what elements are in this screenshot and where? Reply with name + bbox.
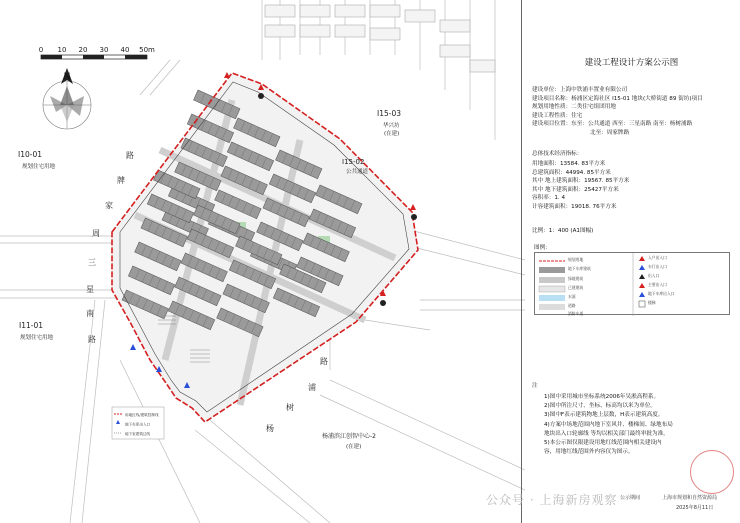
plot-label-i1101: I11-01 [19, 321, 44, 330]
north-label: N [63, 72, 71, 82]
note-line: 地块出入口轮廓线 等均以相关部门最终审批为准。 [544, 430, 669, 437]
note-line: 3)图中F表示建筑物地上层数，H表示建筑高度。 [544, 412, 664, 419]
tech-indicator-line: 用地面积：13584. 83平方米 [532, 161, 606, 167]
info-panel [521, 0, 740, 523]
mini-legend-item: 地下室建筑边线 [125, 432, 151, 436]
scale-tick: 30 [99, 46, 109, 54]
project-info-line: 建设单位：上海中铁浦丰置业有限公司 [532, 87, 628, 93]
plot-label-i1003: I15-03 [377, 109, 402, 118]
legend-item: 出入口 [648, 273, 660, 278]
context-buildings [265, 5, 495, 72]
legend-swatches [535, 253, 731, 316]
plot-label-i1101-sub: 规划住宅用地 [20, 335, 54, 341]
mini-legend-item: 用地红线/建筑控制线 [125, 413, 159, 417]
plot-label-i1003-sub: 华兴坊 [383, 123, 400, 129]
legend-item: 主要出入口 [648, 282, 667, 287]
tech-indicator-line: 计容建筑面积：19018. 76平方米 [532, 203, 617, 210]
road-char: 星 [86, 285, 94, 294]
road-char: 周 [92, 229, 100, 238]
legend-item: 水面 [568, 294, 576, 299]
note-line: 2)图中所注尺寸、坐标、标高均以米为单位。 [544, 403, 657, 410]
tech-indicator-line: 其中 地上建筑面积：19567. 85平方米 [532, 178, 630, 185]
center-label-sub: (在建) [346, 444, 362, 450]
road-char: 路 [320, 357, 328, 366]
road-char: 南 [86, 309, 94, 318]
footer-date: 2025年8月11日 [676, 505, 714, 511]
road-name-sanxingnan [86, 258, 96, 344]
road-char: 三 [88, 258, 96, 267]
legend-item: 地下车库出入口 [648, 291, 675, 296]
center-label: 杨浦滨江创智中心-2 [322, 433, 376, 440]
note-line: 1)图中采用城市坐标系统2006年吴淞高程系。 [544, 394, 660, 400]
legend-item: 已建建筑 [568, 285, 584, 290]
scale-tick: 10 [57, 46, 67, 54]
legend-item: 车行出入口 [648, 264, 667, 269]
tech-indicator-line: 总建筑面积：44994. 85平方米 [532, 169, 611, 176]
project-info-line: 规划用地性质：二类住宅组团用地 [532, 104, 616, 111]
project-info-line: 建设工程性质：住宅 [532, 112, 583, 119]
project-info-line: 北至：周家牌路 [590, 129, 630, 136]
mini-legend-item: 地下车库出入口 [125, 422, 151, 427]
note-line: 容，用地红线范围外内容仅为图示。 [544, 449, 634, 456]
road-char: 家 [105, 201, 113, 210]
road-char: 路 [126, 151, 134, 160]
legend-item: 地下车库建筑 [568, 266, 591, 271]
legend-box [534, 252, 730, 315]
plot-label-i1001: I10-01 [18, 150, 43, 159]
plot-label-i1001-sub: 规划住宅用地 [22, 164, 56, 170]
legend-item: 道路 [568, 303, 576, 308]
footer-org: 上海市规划和自然资源局 [662, 495, 718, 501]
road-char: 树 [286, 403, 294, 412]
footer-left: 公示期间 [620, 495, 641, 501]
legend-item: 消防车道 [568, 311, 584, 316]
plot-label-i1502-sub: 公共通道 [346, 169, 369, 175]
road-char: 牌 [117, 176, 125, 185]
plot-label-i1502: I15-02 [342, 158, 365, 166]
tech-indicators [532, 160, 629, 212]
scale-ratio: 比例：1：400 (A1图幅) [532, 228, 594, 234]
watermark: 公众号 · 上海新房观察 [486, 493, 618, 507]
scale-bar [41, 55, 147, 59]
scale-tick: 50m [139, 46, 155, 54]
scale-tick-labels [39, 46, 155, 54]
notes [544, 393, 673, 457]
tech-indicator-line: 容积率：1. 4 [532, 195, 566, 202]
project-info-line: 建设项目名称：杨浦区定海社区 I15-01 地块(大桥街道 89 街坊)项目 [532, 95, 703, 102]
scale-tick: 40 [120, 46, 130, 54]
panel-title: 建设工程设计方案公示图 [584, 58, 679, 68]
legend-item: 楼梯 [648, 300, 656, 305]
plot-label-i1003-sub2: (在建) [384, 131, 400, 137]
project-info [532, 86, 703, 138]
scale-tick: 0 [38, 46, 44, 54]
legend-item: 入户出入口 [648, 255, 667, 260]
road-char: 杨 [266, 424, 274, 433]
official-stamp [690, 450, 734, 494]
road-char: 路 [88, 335, 96, 344]
project-info-line: 建设项目位置：东至：公共通道 西至：三星南路 南至：杨树浦路 [532, 121, 693, 128]
note-line: 4)方案中场地范围内地下室风井、楼梯间、绿地布局 [544, 421, 673, 428]
tech-title: 总体技术经济指标： [532, 151, 583, 157]
tech-indicator-line: 其中 地下建筑面积：25427平方米 [532, 186, 619, 193]
legend-title: 图例： [534, 245, 551, 251]
legend-item: 规划用地 [568, 257, 584, 262]
notes-title: 注 [532, 383, 538, 389]
legend-item: 绿地建筑 [568, 276, 584, 281]
note-line: 5)本公示图仅限建设用地红线范围内相关建设内 [544, 440, 662, 447]
scale-tick: 20 [78, 46, 88, 54]
road-char: 浦 [308, 383, 316, 392]
